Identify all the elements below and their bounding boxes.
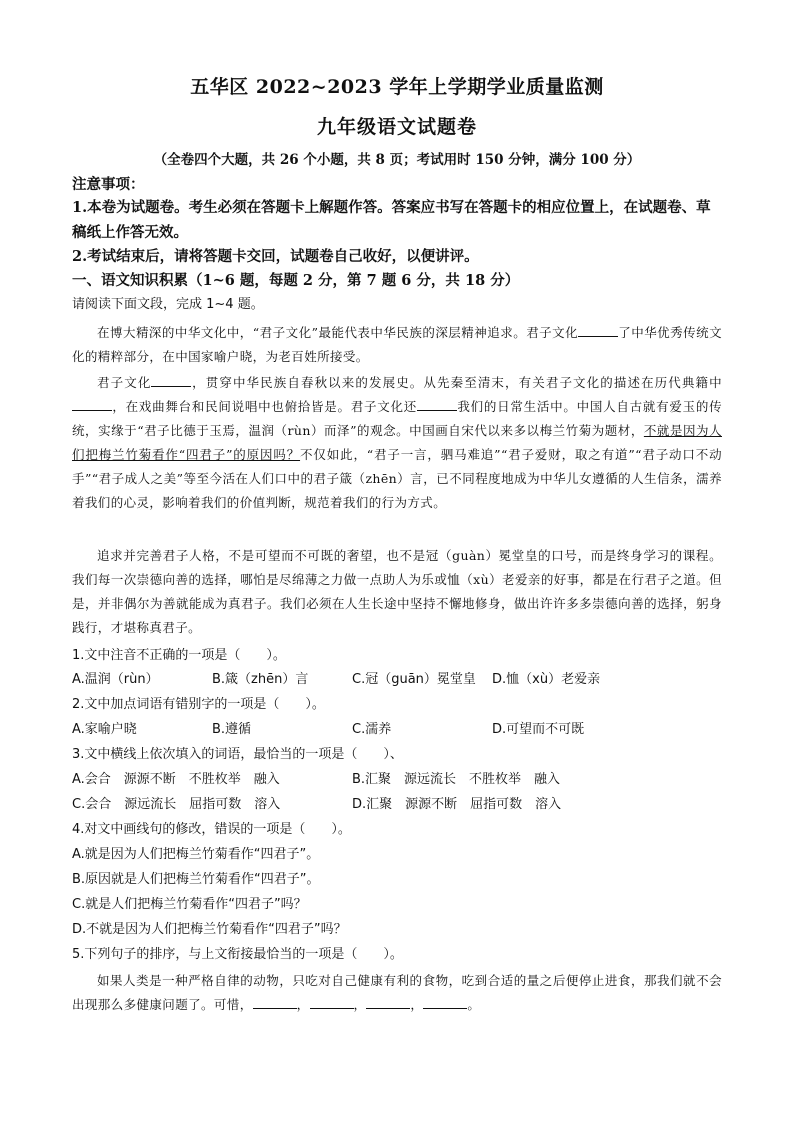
question-4-stem: 4.对文中画线句的修改，错误的一项是（ ）。 [72, 822, 351, 837]
fill-blank [423, 994, 467, 1009]
question-1-options [72, 668, 722, 692]
option-a: A.会合 源源不断 不胜枚举 融入 [72, 772, 280, 787]
question-5-passage [72, 969, 722, 1017]
option-b: B.原因就是人们把梅兰竹菊看作“四君子”。 [72, 872, 320, 887]
question-3-options-row-2 [72, 793, 722, 817]
option-a: A.就是因为人们把梅兰竹菊看作“四君子”。 [72, 847, 320, 862]
notes-heading: 注意事项： [72, 176, 145, 193]
option-d: D.恤（xù）老爱亲 [492, 672, 601, 687]
separator: ， [410, 997, 424, 1012]
option-c: C.就是人们把梅兰竹菊看作“四君子”吗？ [72, 897, 307, 912]
fill-blank [366, 994, 410, 1009]
passage-text: 君子文化 [97, 375, 152, 390]
passage-text: ，贯穿中华民族自春秋以来的发展史。从先秦至清末，有关君子文化的描述在历代典籍中 [191, 375, 722, 390]
section1-instruction: 请阅读下面文段，完成 1~4 题。 [72, 297, 264, 312]
fill-blank [310, 994, 354, 1009]
separator: ， [296, 997, 310, 1012]
sentence-end: 。 [467, 997, 481, 1012]
question-5-stem: 5.下列句子的排序，与上文衔接最恰当的一项是（ ）。 [72, 947, 403, 962]
fill-blank [417, 396, 457, 411]
question-3-options-row-1 [72, 768, 722, 792]
passage-text: 了中华优秀传统文化的精粹部分，在中国家喻户晓，为老百姓所接受。 [72, 325, 723, 364]
option-b: B.箴（zhēn）言 [212, 672, 309, 687]
option-d: D.可望而不可既 [492, 722, 585, 737]
underlined-sentence: 不就是因为人们把梅兰竹菊看作“四君子”的原因吗？ [72, 423, 722, 462]
exam-title: 五华区 2022~2023 学年上学期学业质量监测 [190, 76, 604, 98]
exam-subtitle: 九年级语文试题卷 [316, 116, 477, 138]
option-a: A.家喻户晓 [72, 722, 137, 737]
section1-heading: 一、语文知识积累（1~6 题，每题 2 分，第 7 题 6 分，共 18 分） [72, 272, 520, 289]
passage-text: 在博大精深的中华文化中，“君子文化”最能代表中华民族的深层精神追求。君子文化 [97, 325, 579, 340]
question-2-options [72, 718, 722, 742]
notes-item-2: 2.考试结束后，请将答题卡交回，试题卷自己收好，以便讲评。 [72, 248, 479, 265]
option-b: B.汇聚 源远流长 不胜枚举 融入 [352, 772, 561, 787]
option-a: A.温润（rùn） [72, 672, 159, 687]
question-2-stem: 2.文中加点词语有错别字的一项是（ ）。 [72, 697, 325, 712]
separator: ， [353, 997, 367, 1012]
passage-paragraph-2 [72, 371, 722, 515]
passage-paragraph-3: 追求并完善君子人格，不是可望而不可既的奢望，也不是冠（guàn）冕堂皇的口号，而是终身学习的课程。我们每一次崇德向善的选择，哪怕是尽绵薄之力做一点助人为乐或恤（xù）老爱亲的好事，都是在行君子之道。但是，并非偶尔为善就能成为真君子。我们必须在人生长途中坚持不懈地修身，做出许许多多崇德向善的选择，躬身践行，才堪称真君子。 [72, 548, 722, 635]
question-3-stem: 3.文中横线上依次填入的词语，最恰当的一项是（ ）、 [72, 747, 403, 762]
passage-paragraph-1 [72, 321, 722, 369]
fill-blank [253, 994, 297, 1009]
fill-blank [151, 372, 191, 387]
passage-text: 不仅如此，“君子一言，驷马难追”“君子爱财，取之有道”“君子动口不动手”“君子成人之美”等至今活在人们口中的君子箴（zhēn）言，已不同程度地成为中华儿女遵循的人生信条，濡养着我们的心灵，影响着我们的价值判断，规范着我们的行为方式。 [72, 447, 722, 510]
option-c: C.濡养 [352, 722, 392, 737]
option-c: C.会合 源远流长 屈指可数 溶入 [72, 797, 281, 812]
passage-text: 如果人类是一种严格自律的动物，只吃对自己健康有利的食物，吃到合适的量之后便停止进食，那我们就不会出现那么多健康问题了。可惜， [72, 973, 722, 1012]
option-d: D.不就是因为人们把梅兰竹菊看作“四君子”吗？ [72, 922, 347, 937]
notes-item-1: 1.本卷为试题卷。考生必须在答题卡上解题作答。答案应书写在答题卡的相应位置上，在试题卷、草稿纸上作答无效。 [72, 199, 711, 241]
option-b: B.遵循 [212, 722, 252, 737]
option-d: D.汇聚 源源不断 屈指可数 溶入 [352, 797, 562, 812]
question-1-stem: 1.文中注音不正确的一项是（ ）。 [72, 648, 286, 663]
fill-blank [578, 322, 618, 337]
option-c: C.冠（guān）冕堂皇 [352, 672, 476, 687]
passage-text: 我们的日常生活中。中国人自古就有爱玉的传统，实缘于“君子比德于玉焉，温润（rùn）而泽”的观念。中国画自宋代以来多以梅兰竹菊为题材， [72, 399, 722, 438]
passage-text: ，在戏曲舞台和民间说唱中也俯拾皆是。君子文化还 [112, 399, 418, 414]
fill-blank [72, 396, 112, 411]
exam-meta: （全卷四个大题，共 26 个小题，共 8 页；考试用时 150 分钟，满分 100 分） [153, 152, 641, 168]
